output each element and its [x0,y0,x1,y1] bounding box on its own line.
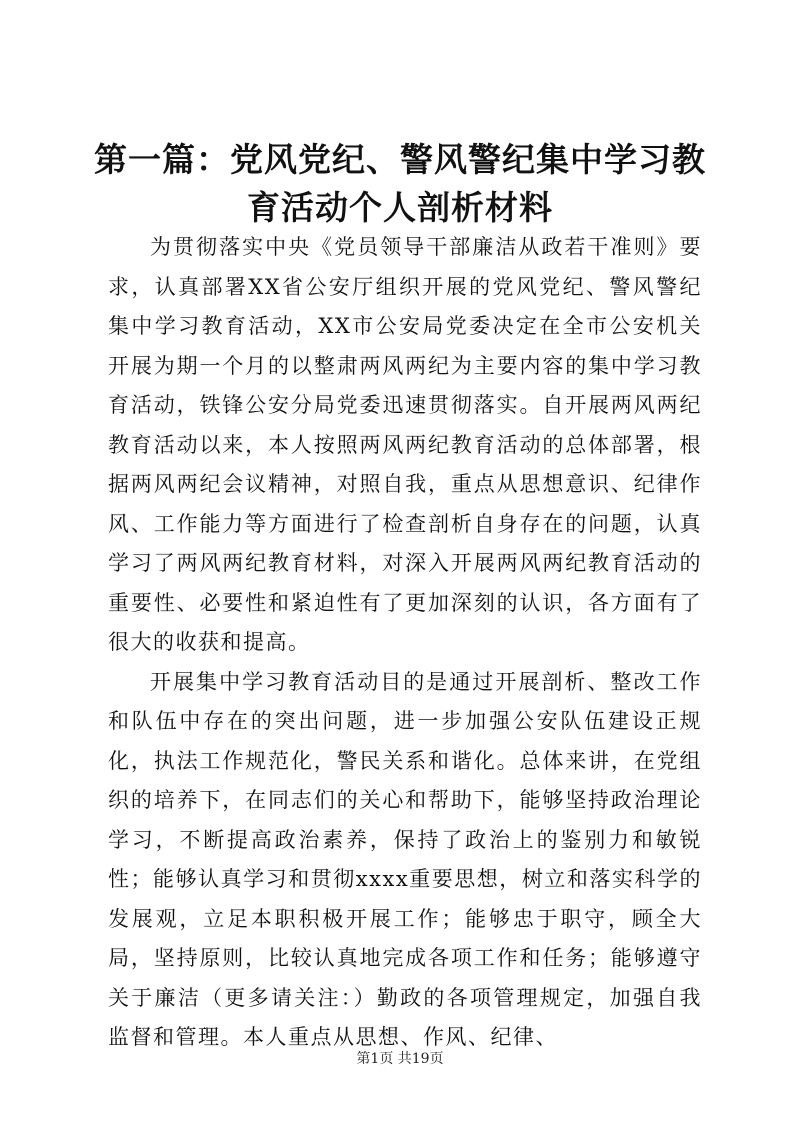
document-title: 第一篇：党风党纪、警风警纪集中学习教育活动个人剖析材料 [94,140,706,227]
document-body [108,228,702,1058]
paragraph-1: 为贯彻落实中央《党员领导干部廉洁从政若干准则》要求，认真部署XX省公安厅组织开展的党风党纪、警风警纪集中学习教育活动，XX市公安局党委决定在全市公安机关开展为期一个月的以整肃两风两纪为主要内容的集中学习教育活动，铁锋公安分局党委迅速贯彻落实。自开展两风两纪教育活动以来，本人按照两风两纪教育活动的总体部署，根据两风两纪会议精神，对照自我，重点从思想意识、纪律作风、工作能力等方面进行了检查剖析自身存在的问题，认真学习了两风两纪教育材料，对深入开展两风两纪教育活动的重要性、必要性和紧迫性有了更加深刻的认识，各方面有了很大的收获和提高。 [108,235,702,654]
paragraph-2: 开展集中学习教育活动目的是通过开展剖析、整改工作和队伍中存在的突出问题，进一步加强公安队伍建设正规化，执法工作规范化，警民关系和谐化。总体来讲，在党组织的培养下，在同志们的关心和帮助下，能够坚持政治理论学习，不断提高政治素养，保持了政治上的鉴别力和敏锐性；能够认真学习和贯彻xxxx重要思想，树立和落实科学的发展观，立足本职积极开展工作；能够忠于职守，顾全大局，坚持原则，比较认真地完成各项工作和任务；能够遵守关于廉洁（更多请关注：）勤政的各项管理规定，加强自我监督和管理。本人重点从思想、作风、纪律、 [108,669,702,1049]
page-number-footer: 第1页 共19页 [356,1051,444,1067]
